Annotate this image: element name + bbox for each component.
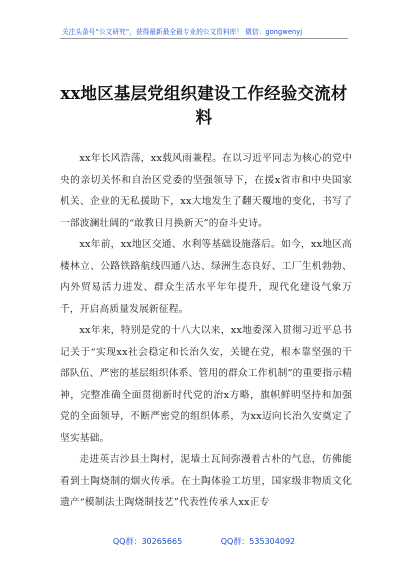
header-banner: 关注头条号“公文研究”，获得最新最全最专业的公文资料库！ 微信：gongwenyj [62,28,303,36]
footer [0,536,408,547]
paragraph: 走进英吉沙县土陶村，泥墙土瓦间弥漫着古朴的气息，仿佛能看到土陶烧制的烟火传承。在土陶体验工坊里，国家级非物质文化遗产“模制法土陶烧制技艺”代表性传承人xx正专 [60,454,352,508]
footer-qq-group-2: QQ群：535304092 [220,537,296,546]
paragraph: xx年长风浩荡，xx载风雨兼程。在以习近平同志为核心的党中央的亲切关怀和自治区党委的坚强领导下，在援x省市和中央国家机关、企业的无私援助下，xx大地发生了翻天覆地的变化，书写了一部波澜壮阔的“敢教日月换新天”的奋斗史诗。 [60,153,352,229]
paragraph: xx年来，特别是党的十八大以来，xx地委深入贯彻习近平总书记关于“实现xx社会稳定和长治久安，关键在党，根本靠坚强的干部队伍、严密的基层组织体系、管用的群众工作机制”的重要指示精神，完整准确全面贯彻新时代党的治x方略，旗帜鲜明坚持和加强党的全面领导，不断严密党的组织体系，为xx迈向长治久安奠定了坚实基础。 [60,325,352,444]
document-title: xx地区基层党组织建设工作经验交流材料 [60,84,348,127]
footer-qq-group-1: QQ群：30265665 [112,537,183,546]
paragraph: xx年前，xx地区交通、水利等基础设施落后。如今，xx地区高楼林立、公路铁路航线四通八达、绿洲生态良好、工厂生机勃勃、内外贸易活力进发、群众生活水平年年提升，现代化建设气象万千，开启高质量发展新征程。 [60,239,352,315]
header-divider [60,38,348,39]
document-body [60,148,352,514]
